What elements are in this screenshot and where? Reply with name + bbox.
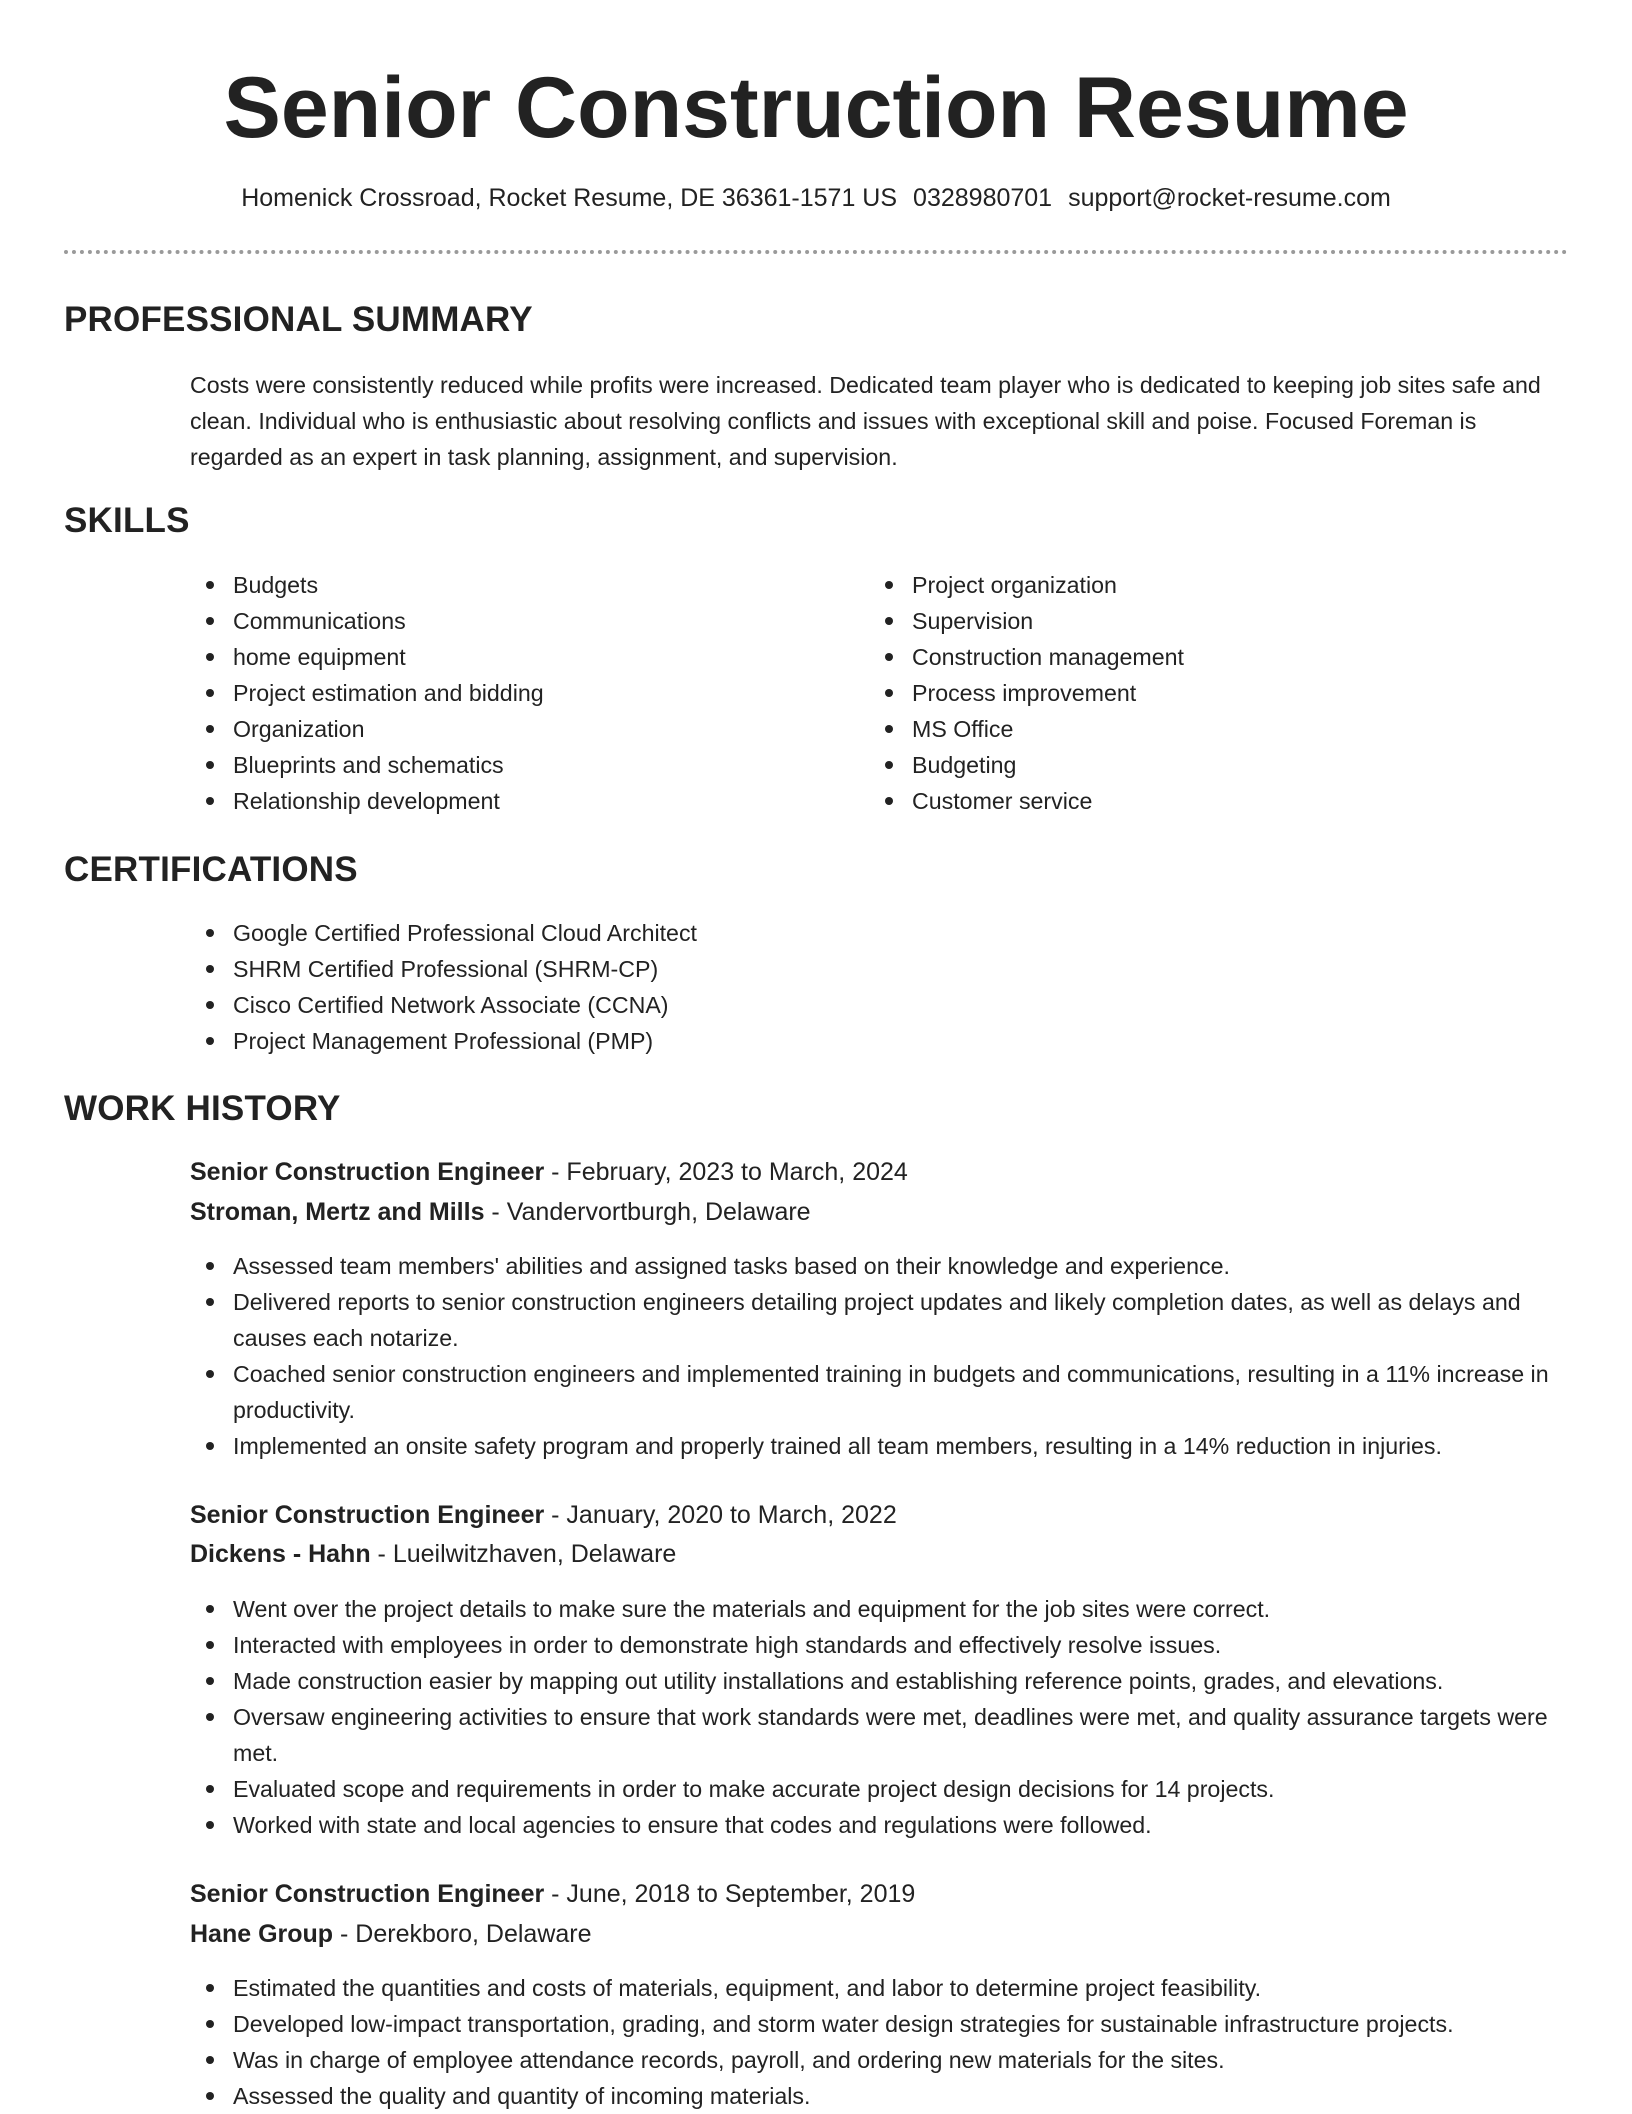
list-item: Developed low-impact transportation, grading, and storm water design strategies for sustainable infrastructure projects. bbox=[190, 2006, 1568, 2042]
skills-list-right bbox=[869, 567, 1529, 819]
job-company-line bbox=[190, 1916, 592, 1952]
work-history-heading: WORK HISTORY bbox=[64, 1089, 341, 1128]
job-company-line bbox=[190, 1536, 676, 1572]
job-title-line bbox=[190, 1876, 915, 1912]
list-item: Was in charge of employee attendance records, payroll, and ordering new materials for the sites. bbox=[190, 2042, 1568, 2078]
job-bullets bbox=[190, 1591, 1568, 1843]
contact-address: Homenick Crossroad, Rocket Resume, DE 36361-1571 US bbox=[241, 184, 898, 212]
list-item: Estimated the quantities and costs of materials, equipment, and labor to determine project feasibility. bbox=[190, 1970, 1568, 2006]
list-item: Coached senior construction engineers and implemented training in budgets and communications, resulting in a 11% increase in productivity. bbox=[190, 1356, 1568, 1428]
job-title-line bbox=[190, 1154, 908, 1190]
job-title: Senior Construction Engineer bbox=[190, 1501, 545, 1529]
certifications-list bbox=[190, 915, 1568, 1059]
list-item: Oversaw engineering activities to ensure that work standards were met, deadlines were met, and quality assurance targets were met. bbox=[190, 1699, 1568, 1771]
list-item: Interacted with employees in order to demonstrate high standards and effectively resolve issues. bbox=[190, 1627, 1568, 1663]
list-item: Budgets bbox=[190, 567, 850, 603]
header-divider bbox=[64, 250, 1568, 254]
job-dates: - June, 2018 to September, 2019 bbox=[544, 1880, 916, 1908]
job-title: Senior Construction Engineer bbox=[190, 1880, 545, 1908]
job-company-line bbox=[190, 1194, 811, 1230]
list-item: Assessed team members' abilities and assigned tasks based on their knowledge and experience. bbox=[190, 1248, 1568, 1284]
list-item: Made construction easier by mapping out utility installations and establishing reference points, grades, and elevations. bbox=[190, 1663, 1568, 1699]
job-title: Senior Construction Engineer bbox=[190, 1158, 545, 1186]
job-bullets bbox=[190, 1248, 1568, 1464]
skills-list-left bbox=[190, 567, 850, 819]
job-company: Stroman, Mertz and Mills bbox=[190, 1198, 485, 1226]
certifications-heading: CERTIFICATIONS bbox=[64, 850, 358, 889]
list-item: Cisco Certified Network Associate (CCNA) bbox=[190, 987, 1568, 1023]
contact-email: support@rocket-resume.com bbox=[1068, 184, 1391, 212]
contact-line bbox=[0, 181, 1632, 215]
list-item: Blueprints and schematics bbox=[190, 747, 850, 783]
list-item: Project estimation and bidding bbox=[190, 675, 850, 711]
job-company: Hane Group bbox=[190, 1920, 334, 1948]
list-item: MS Office bbox=[869, 711, 1529, 747]
list-item: Assessed the quality and quantity of incoming materials. bbox=[190, 2078, 1568, 2114]
list-item: Project Management Professional (PMP) bbox=[190, 1023, 1568, 1059]
list-item: Worked with state and local agencies to ensure that codes and regulations were followed. bbox=[190, 1807, 1568, 1843]
job-location: - Vandervortburgh, Delaware bbox=[484, 1198, 811, 1226]
list-item: Implemented an onsite safety program and properly trained all team members, resulting in a 14% reduction in injuries. bbox=[190, 1428, 1568, 1464]
list-item: Customer service bbox=[869, 783, 1529, 819]
job-dates: - January, 2020 to March, 2022 bbox=[544, 1501, 897, 1529]
contact-phone: 0328980701 bbox=[913, 184, 1053, 212]
job-dates: - February, 2023 to March, 2024 bbox=[544, 1158, 908, 1186]
list-item: Communications bbox=[190, 603, 850, 639]
list-item: Delivered reports to senior construction engineers detailing project updates and likely completion dates, as well as delays and causes each notarize. bbox=[190, 1284, 1568, 1356]
job-title-line bbox=[190, 1497, 897, 1533]
job-bullets bbox=[190, 1970, 1568, 2114]
list-item: Relationship development bbox=[190, 783, 850, 819]
list-item: Project organization bbox=[869, 567, 1529, 603]
list-item: Organization bbox=[190, 711, 850, 747]
job-location: - Derekboro, Delaware bbox=[333, 1920, 592, 1948]
list-item: Went over the project details to make sure the materials and equipment for the job sites were correct. bbox=[190, 1591, 1568, 1627]
skills-heading: SKILLS bbox=[64, 501, 190, 540]
list-item: SHRM Certified Professional (SHRM-CP) bbox=[190, 951, 1568, 987]
list-item: Evaluated scope and requirements in order to make accurate project design decisions for 14 projects. bbox=[190, 1771, 1568, 1807]
job-company: Dickens - Hahn bbox=[190, 1540, 371, 1568]
summary-text: Costs were consistently reduced while profits were increased. Dedicated team player who is dedicated to keeping job sites safe and clean. Individual who is enthusiastic about resolving conflicts and issues with exceptional skill and poise. Focused Foreman is regarded as an expert in task planning, assignment, and supervision. bbox=[190, 372, 1541, 470]
list-item: Process improvement bbox=[869, 675, 1529, 711]
summary-heading: PROFESSIONAL SUMMARY bbox=[64, 300, 533, 339]
resume-title: Senior Construction Resume bbox=[223, 60, 1409, 156]
list-item: home equipment bbox=[190, 639, 850, 675]
job-location: - Lueilwitzhaven, Delaware bbox=[370, 1540, 677, 1568]
list-item: Construction management bbox=[869, 639, 1529, 675]
list-item: Google Certified Professional Cloud Architect bbox=[190, 915, 1568, 951]
list-item: Budgeting bbox=[869, 747, 1529, 783]
list-item: Supervision bbox=[869, 603, 1529, 639]
